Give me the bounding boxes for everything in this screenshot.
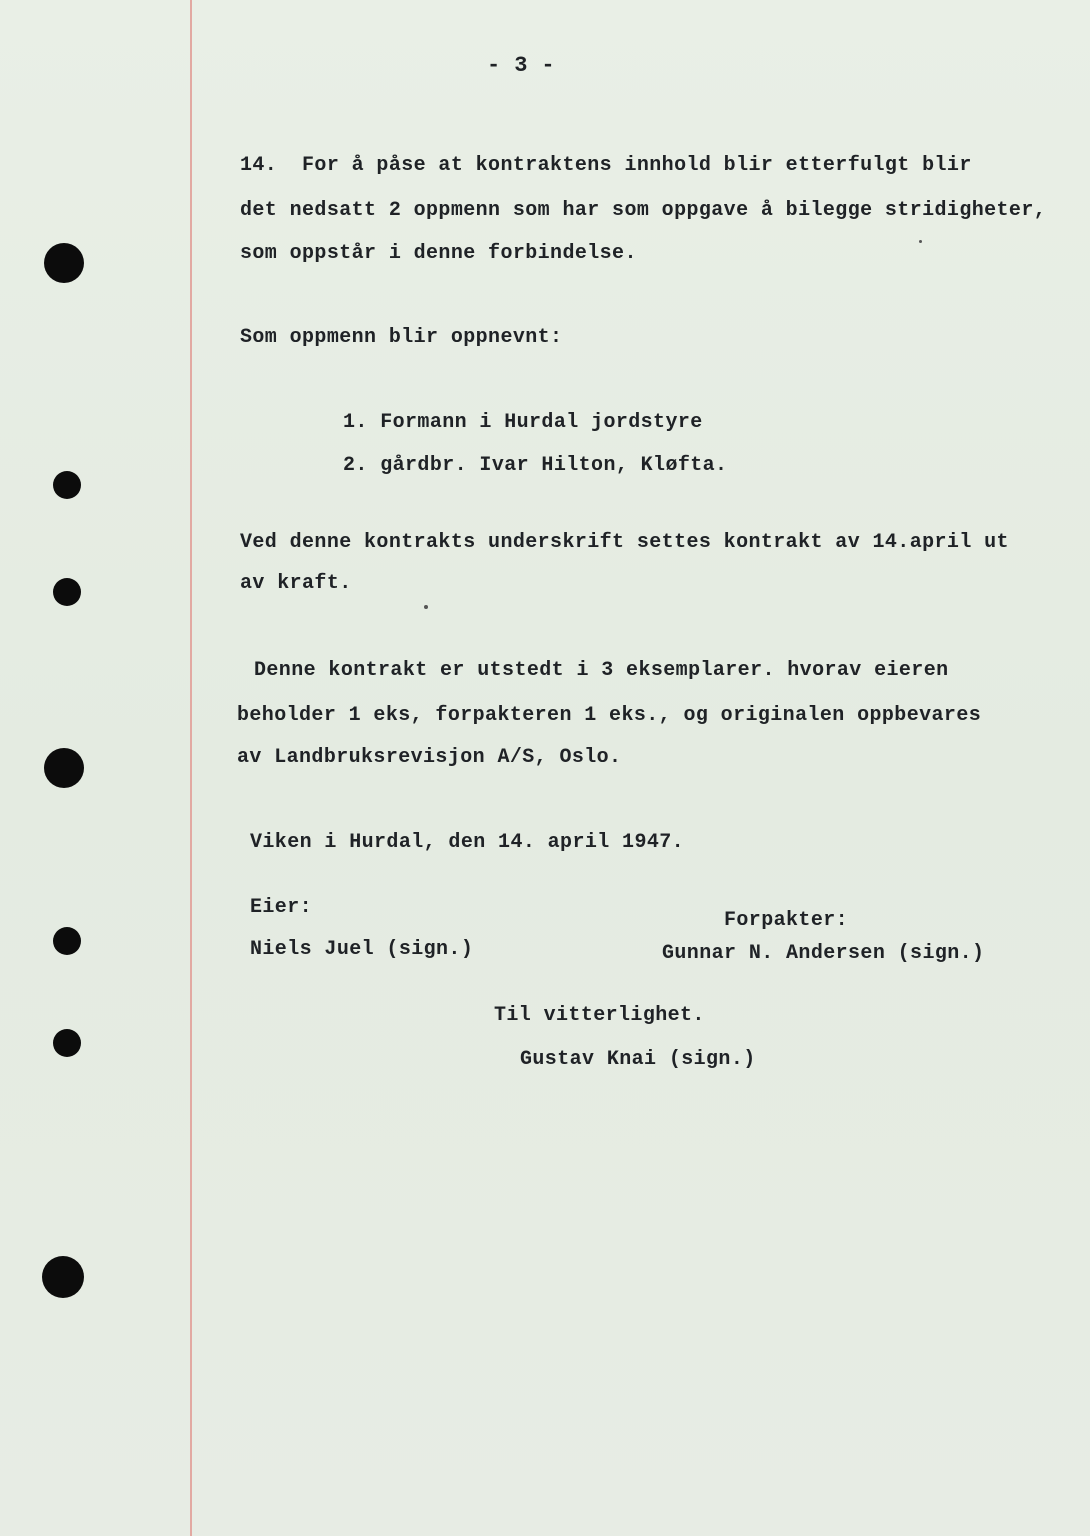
umpire-item: 2. gårdbr. Ivar Hilton, Kløfta. [343, 454, 728, 477]
paper-speck [424, 605, 428, 609]
copies-line-3: av Landbruksrevisjon A/S, Oslo. [237, 746, 622, 769]
binder-hole [53, 927, 81, 955]
supersede-line-1: Ved denne kontrakts underskrift settes kontrakt av 14.april ut [240, 531, 1009, 554]
binder-hole [53, 1029, 81, 1057]
copies-line-1: Denne kontrakt er utstedt i 3 eksemplarer. hvorav eieren [254, 659, 949, 682]
copies-line-2: beholder 1 eks, forpakteren 1 eks., og originalen oppbevares [237, 704, 982, 727]
page-number: - 3 - [487, 53, 556, 78]
binder-hole [42, 1256, 84, 1298]
binder-hole [44, 748, 84, 788]
supersede-line-2: av kraft. [240, 572, 352, 595]
owner-signature: Niels Juel (sign.) [250, 938, 474, 961]
witness-label: Til vitterlighet. [494, 1004, 705, 1027]
paper-speck [919, 240, 922, 243]
umpire-item: 1. Formann i Hurdal jordstyre [343, 411, 703, 434]
margin-rule [190, 0, 192, 1536]
section-14-line-3: som oppstår i denne forbindelse. [240, 242, 637, 265]
tenant-signature: Gunnar N. Andersen (sign.) [662, 942, 985, 965]
binder-hole [53, 471, 81, 499]
binder-hole [44, 243, 84, 283]
tenant-label: Forpakter: [724, 909, 849, 932]
witness-signature: Gustav Knai (sign.) [520, 1048, 756, 1071]
binder-hole [53, 578, 81, 606]
umpires-intro: Som oppmenn blir oppnevnt: [240, 326, 563, 349]
section-14-line-2: det nedsatt 2 oppmenn som har som oppgave å bilegge stridigheter, [240, 199, 1047, 222]
section-14-line-1: 14. For å påse at kontraktens innhold blir etterfulgt blir [240, 154, 972, 177]
place-date: Viken i Hurdal, den 14. april 1947. [250, 831, 685, 854]
owner-label: Eier: [250, 896, 313, 919]
